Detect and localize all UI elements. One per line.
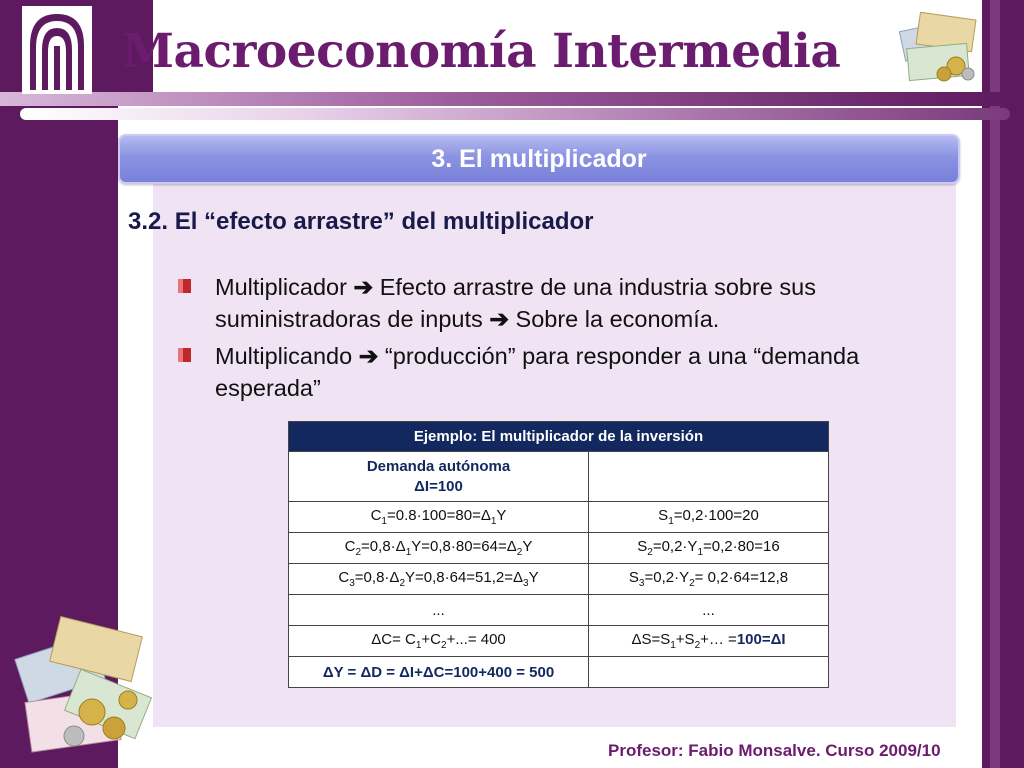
- multiplier-example-table: [288, 421, 829, 688]
- table-cell: $C_1=0.8\cdot 100=80=\Delta_1Y$: [289, 502, 589, 533]
- header-swoosh: [0, 92, 1010, 106]
- table-cell: $\Delta S=S_1+S_2+\dots =100=\Delta I$: [589, 626, 829, 657]
- table-caption: Ejemplo: El multiplicador de la inversión: [289, 422, 829, 452]
- course-title: Macroeconomía Intermedia: [122, 24, 841, 79]
- money-image: [14, 616, 152, 764]
- section-title: 3. El multiplicador: [431, 144, 647, 173]
- bullet-item: [178, 340, 924, 404]
- money-image: [898, 12, 982, 88]
- bullet-item: [178, 271, 924, 335]
- table-cell: $C_2=0,8\cdot\Delta_1Y=0,8\cdot 80=64=\Delta_2Y$: [289, 533, 589, 564]
- table-empty-cell: [589, 452, 829, 502]
- table-label-cell: [289, 452, 589, 502]
- bullet-text-tail: Sobre la economía.: [515, 306, 720, 332]
- table-row: [289, 595, 829, 626]
- table-row: [289, 502, 829, 533]
- bullet-text: Efecto arrastre de una industria sobre sus suministradoras de inputs: [215, 274, 816, 332]
- footer-credit: Profesor: Fabio Monsalve. Curso 2009/10: [608, 741, 941, 760]
- table-empty-cell: [589, 657, 829, 688]
- bullet-lead: Multiplicando: [215, 343, 353, 369]
- table-row: [289, 657, 829, 688]
- red-bullet-icon: [178, 279, 191, 293]
- header-swoosh-light: [20, 108, 1010, 120]
- right-arrow-icon: ➔: [489, 306, 510, 332]
- red-bullet-icon: [178, 348, 191, 362]
- table-cell: $S_1=0,2\cdot 100=20$: [589, 502, 829, 533]
- table-row: [289, 564, 829, 595]
- table-cell: $C_3=0,8\cdot\Delta_2Y=0,8\cdot 64=51,2=\Delta_3Y$: [289, 564, 589, 595]
- table-cell: ...: [289, 595, 589, 626]
- university-logo: [22, 6, 92, 94]
- table-cell: $S_3=0,2\cdot Y_2= 0,2\cdot 64=12,8$: [589, 564, 829, 595]
- table-row: [289, 626, 829, 657]
- table-cell: ...: [589, 595, 829, 626]
- table-cell: $S_2=0,2\cdot Y_1=0,2\cdot 80=16$: [589, 533, 829, 564]
- bullet-text: “producción” para responder a una “demanda esperada”: [215, 343, 860, 401]
- right-arrow-icon: ➔: [358, 343, 379, 369]
- table-cell: $\Delta C= C_1+C_2+...= 400$: [289, 626, 589, 657]
- right-arrow-icon: ➔: [353, 274, 374, 300]
- label-line-1: Demanda autónoma: [366, 457, 511, 475]
- table-total-cell: ΔY = ΔD = ΔI+ΔC=100+400 = 500: [289, 657, 589, 688]
- table-row: [289, 533, 829, 564]
- subsection-title: 3.2. El “efecto arrastre” del multiplicador: [128, 208, 594, 235]
- label-line-2: ΔI=100: [414, 477, 463, 495]
- section-banner: [118, 134, 960, 184]
- bullet-lead: Multiplicador: [215, 274, 347, 300]
